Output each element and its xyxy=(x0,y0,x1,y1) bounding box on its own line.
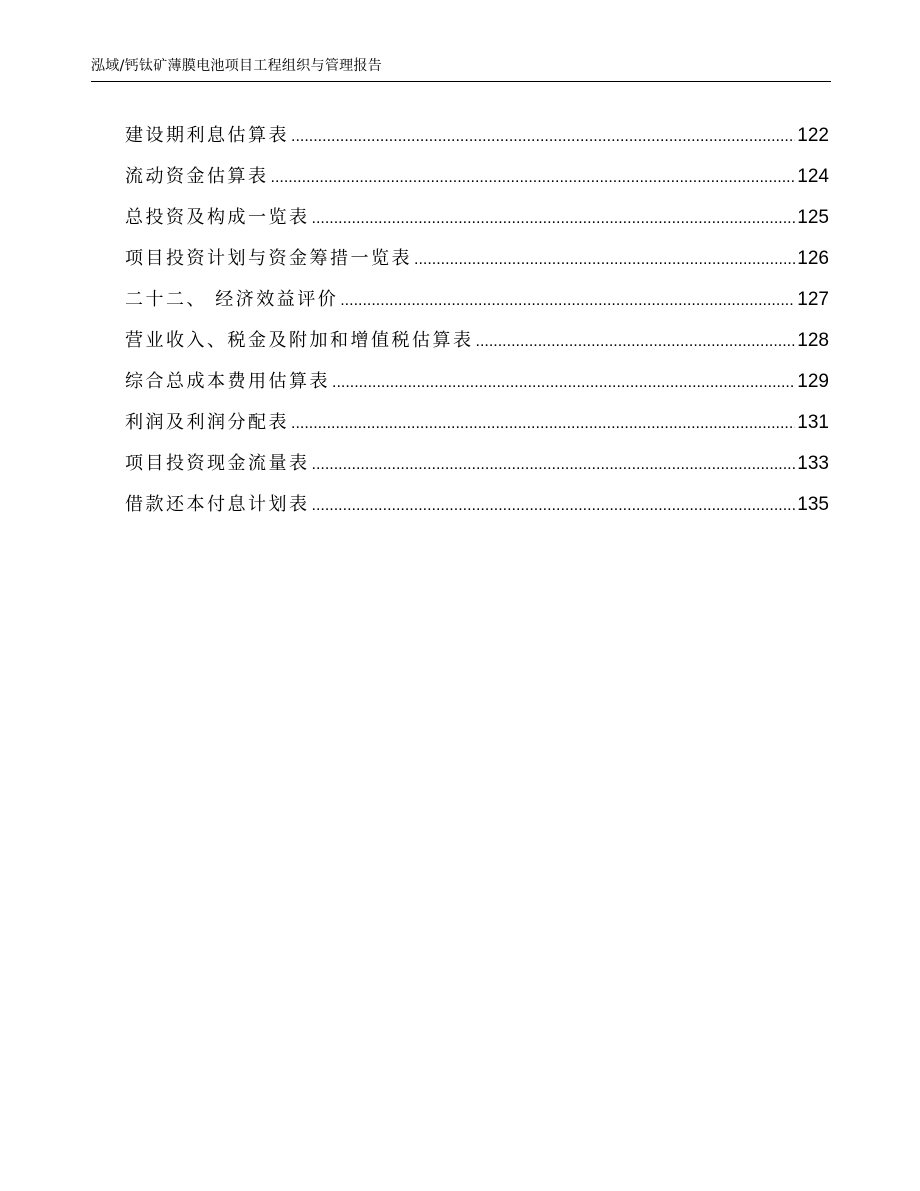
toc-dot-leader xyxy=(312,492,796,520)
toc-page-number: 127 xyxy=(797,289,829,310)
toc-dot-leader xyxy=(476,328,796,356)
toc-dot-leader xyxy=(312,205,796,233)
toc-dot-leader xyxy=(312,451,796,479)
toc-page-number: 122 xyxy=(797,125,829,146)
toc-entry-investment-plan[interactable] xyxy=(125,245,829,286)
toc-page-number: 129 xyxy=(797,371,829,392)
toc-dot-leader xyxy=(340,287,795,315)
toc-dot-leader xyxy=(291,410,795,438)
toc-entry-title: 流动资金估算表 xyxy=(125,166,269,187)
toc-entry-title: 总投资及构成一览表 xyxy=(125,207,310,228)
toc-entry-economic-evaluation[interactable] xyxy=(125,286,829,327)
toc-dot-leader xyxy=(291,123,795,151)
toc-entry-loan-repayment[interactable] xyxy=(125,491,829,532)
header-divider xyxy=(91,81,831,82)
toc-page-number: 124 xyxy=(797,166,829,187)
toc-page-number: 128 xyxy=(797,330,829,351)
toc-page-number: 133 xyxy=(797,453,829,474)
toc-page-number: 126 xyxy=(797,248,829,269)
toc-entry-title: 综合总成本费用估算表 xyxy=(125,371,330,392)
toc-entry-cash-flow[interactable] xyxy=(125,450,829,491)
toc-entry-title: 项目投资现金流量表 xyxy=(125,453,310,474)
toc-entry-title: 利润及利润分配表 xyxy=(125,412,289,433)
toc-entry-title: 营业收入、税金及附加和增值税估算表 xyxy=(125,330,474,351)
toc-page-number: 131 xyxy=(797,412,829,433)
toc-entry-title: 借款还本付息计划表 xyxy=(125,494,310,515)
toc-page-number: 135 xyxy=(797,494,829,515)
toc-entry-total-investment[interactable] xyxy=(125,204,829,245)
toc-page-number: 125 xyxy=(797,207,829,228)
toc-dot-leader xyxy=(414,246,795,274)
toc-entry-working-capital[interactable] xyxy=(125,163,829,204)
toc-entry-revenue-tax[interactable] xyxy=(125,327,829,368)
toc-entry-profit-distribution[interactable] xyxy=(125,409,829,450)
table-of-contents xyxy=(125,122,829,532)
toc-entry-title: 二十二、 经济效益评价 xyxy=(125,289,339,310)
page-header: 泓域/钙钛矿薄膜电池项目工程组织与管理报告 xyxy=(91,58,383,74)
toc-entry-title: 项目投资计划与资金筹措一览表 xyxy=(125,248,412,269)
toc-dot-leader xyxy=(332,369,795,397)
toc-entry-total-cost[interactable] xyxy=(125,368,829,409)
toc-entry-title: 建设期利息估算表 xyxy=(125,125,289,146)
toc-entry-construction-interest[interactable] xyxy=(125,122,829,163)
toc-dot-leader xyxy=(271,164,796,192)
